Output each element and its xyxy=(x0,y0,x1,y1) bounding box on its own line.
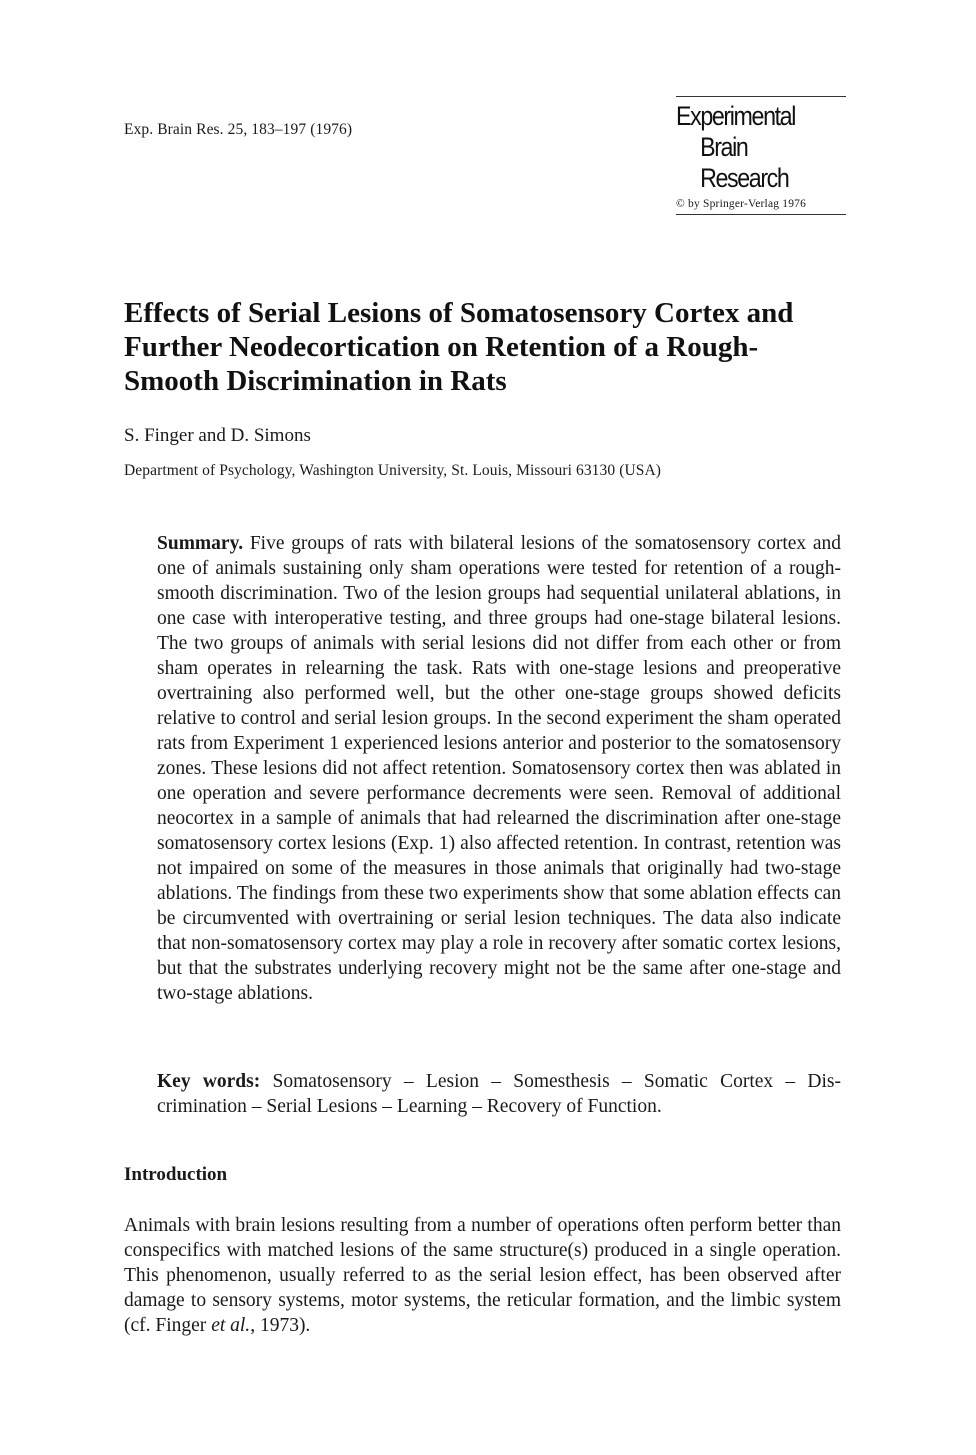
introduction-text-end: , 1973). xyxy=(250,1315,311,1336)
article-title: Effects of Serial Lesions of Somatosensory Cortex and Further Neodecortication on Retention of a Rough-Smooth Discrimination in Rats xyxy=(124,297,794,397)
keywords-label: Key words: xyxy=(157,1071,261,1092)
summary-text: Five groups of rats with bilateral lesions of the somatosensory cortex and one of animals sustaining only sham operations were tested for retention of a rough-smooth discrimination. Two of the lesion groups had sequential unilateral ablations, in one case with interoperative testing, and three groups had one-stage bilateral lesions. The two groups of animals with serial lesions did not differ from each other or from sham operates in relearning the task. Rats with one-stage lesions and preoperative overtraining also performed well, but the other one-stage groups showed deficits relative to control and serial lesion groups. In the second experiment the sham operated rats from Experiment 1 experienced lesions anterior and posterior to the somatosensory zones. These lesions did not affect retention. Somatosensory cortex then was ablated in one operation and severe performance decrements were seen. Removal of additional neocortex in a sample of animals that had relearned the discrimination after one-stage somatosensory cortex lesions (Exp. 1) also affected retention. In contrast, retention was not impaired on some of the measures in those animals that originally had two-stage ablations. The findings from these two experiments show that some ablation effects can be circumvented with overtraining or serial lesion techniques. The data also indicate that non-somatosensory cortex may play a role in recovery after somatic cortex lesions, but that the substrates underlying recovery might not be the same after one-stage and two-stage ablations. xyxy=(157,533,842,1004)
journal-name-line-1: Experimental xyxy=(676,101,796,131)
journal-logo-block xyxy=(676,96,846,215)
journal-citation: Exp. Brain Res. 25, 183–197 (1976) xyxy=(124,121,353,138)
introduction-paragraph xyxy=(124,1213,841,1338)
journal-copyright: © by Springer-Verlag 1976 xyxy=(676,198,807,210)
journal-name-line-3: Research xyxy=(700,163,789,193)
author-affiliation: Department of Psychology, Washington University, St. Louis, Missouri 63130 (USA) xyxy=(124,462,662,479)
summary-paragraph xyxy=(157,531,841,1006)
journal-name-line-2: Brain xyxy=(700,132,748,162)
introduction-citation-italic: et al. xyxy=(211,1315,251,1336)
article-authors: S. Finger and D. Simons xyxy=(124,425,311,446)
keywords-paragraph xyxy=(157,1069,841,1119)
keywords-text: Somatosensory – Lesion – Somesthesis – Somatic Cortex – Discrimination – Serial Lesions – Learning – Recovery of Function. xyxy=(157,1071,842,1117)
summary-label: Summary. xyxy=(157,533,244,554)
introduction-text: Animals with brain lesions resulting from a number of operations often perform better than conspecifics with matched lesions of the same structure(s) produced in a single operation. This phenomenon, usually referred to as the serial lesion effect, has been observed after damage to sensory systems, motor systems, the reticular formation, and the limbic system (cf. Finger xyxy=(124,1215,841,1336)
introduction-heading: Introduction xyxy=(124,1164,228,1185)
